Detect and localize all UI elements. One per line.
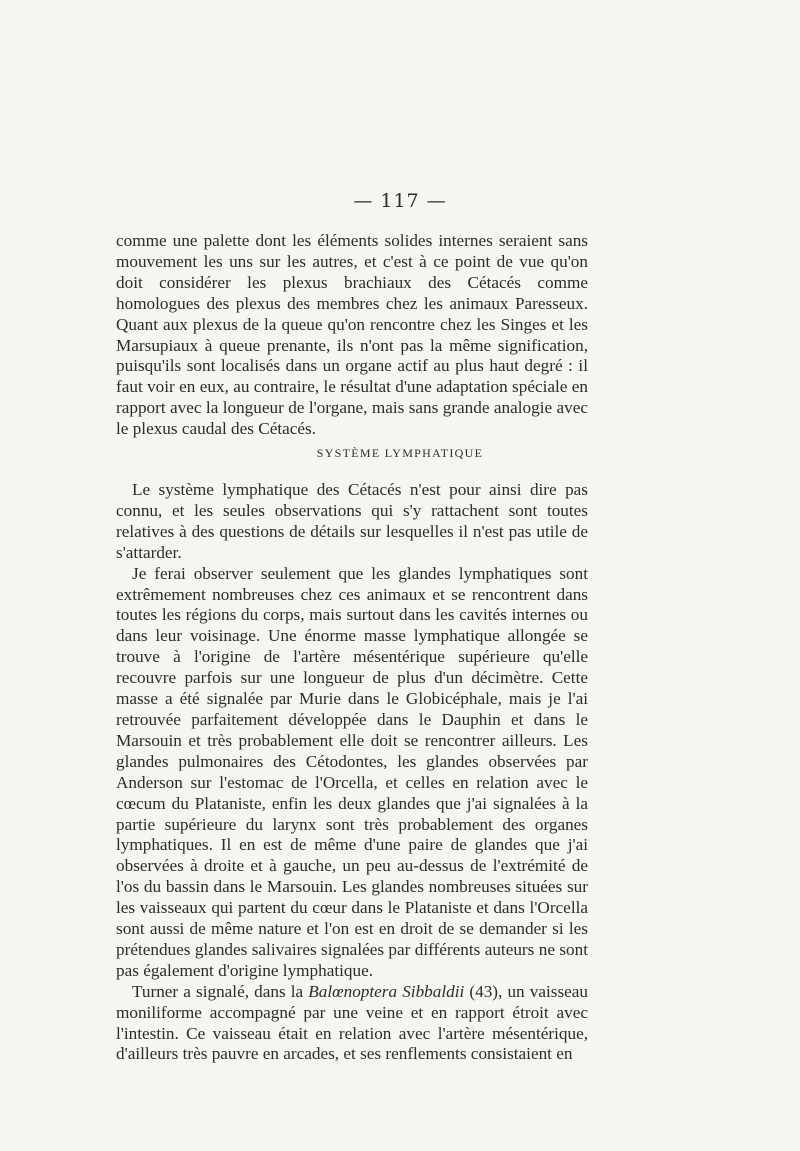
page-number: — 117 — — [353, 190, 447, 212]
intro-paragraph: comme une palette dont les éléments solides internes seraient sans mouvement les uns sur les autres, et c'est à ce point de vue qu'on doit considérer les plexus brachiaux des Cétacés comme homologues des plexus des membres chez les animaux Paresseux. Quant aux plexus de la queue qu'on rencontre chez les Singes et les Marsupiaux à queue prenante, ils n'ont pas la même signification, puisqu'ils sont localisés dans un organe actif au plus haut degré : il faut voir en eux, au contraire, le résultat d'une adaptation spéciale en rapport avec la longueur de l'organe, mais sans grande analogie avec le plexus caudal des Cétacés. — [116, 231, 588, 439]
body-paragraph-1: Le système lymphatique des Cétacés n'est pour ainsi dire pas connu, et les seules observations qui s'y rattachent sont toutes relatives à des questions de détails sur lesquelles il n'est pas utile de s'attarder. — [116, 480, 588, 562]
body-text-block — [116, 480, 588, 1065]
section-heading: SYSTÈME LYMPHATIQUE — [316, 446, 484, 460]
body-paragraph-3 — [116, 982, 588, 1066]
intro-paragraph-block — [116, 231, 588, 440]
body-paragraph-2: Je ferai observer seulement que les glandes lymphatiques sont extrêmement nombreuses chez ces animaux et se rencontrent dans toutes les régions du corps, mais surtout dans les cavités internes ou dans leur voisinage. Une énorme masse lymphatique allongée se trouve à l'origine de l'artère mésentérique supérieure qu'elle recouvre parfois sur une longueur de plus d'un décimètre. Cette masse a été signalée par Murie dans le Globicéphale, mais je l'ai retrouvée parfaitement développée dans le Dauphin et dans le Marsouin et très probablement elle doit se rencontrer ailleurs. Les glandes pulmonaires des Cétodontes, les glandes observées par Anderson sur l'estomac de l'Orcella, et celles en relation avec le cœcum du Plataniste, enfin les deux glandes que j'ai signalées à la partie supérieure du larynx sont très probablement des organes lymphatiques. Il en est de même d'une paire de glandes que j'ai observées à droite et à gauche, un peu au-dessus de l'extrémité de l'os du bassin dans le Marsouin. Les glandes nombreuses situées sur les vaisseaux qui partent du cœur dans le Plataniste et dans l'Orcella sont aussi de même nature et l'on est en droit de se demander si les prétendues glandes salivaires signalées par différents auteurs ne sont pas également d'origine lymphatique. — [116, 563, 588, 980]
species-name-italic: Balœnoptera Sibbaldii — [308, 981, 465, 1001]
paragraph-3-text-start: Turner a signalé, dans la — [132, 981, 309, 1001]
paragraph-3-text-end: (43), un vaisseau moniliforme accompagné par une veine et en rapport étroit avec l'intestin. Ce vaisseau était en relation avec l'artère mésentérique, d'ailleurs très pauvre en arcades, et ses renflements consistaient en — [116, 981, 588, 1064]
